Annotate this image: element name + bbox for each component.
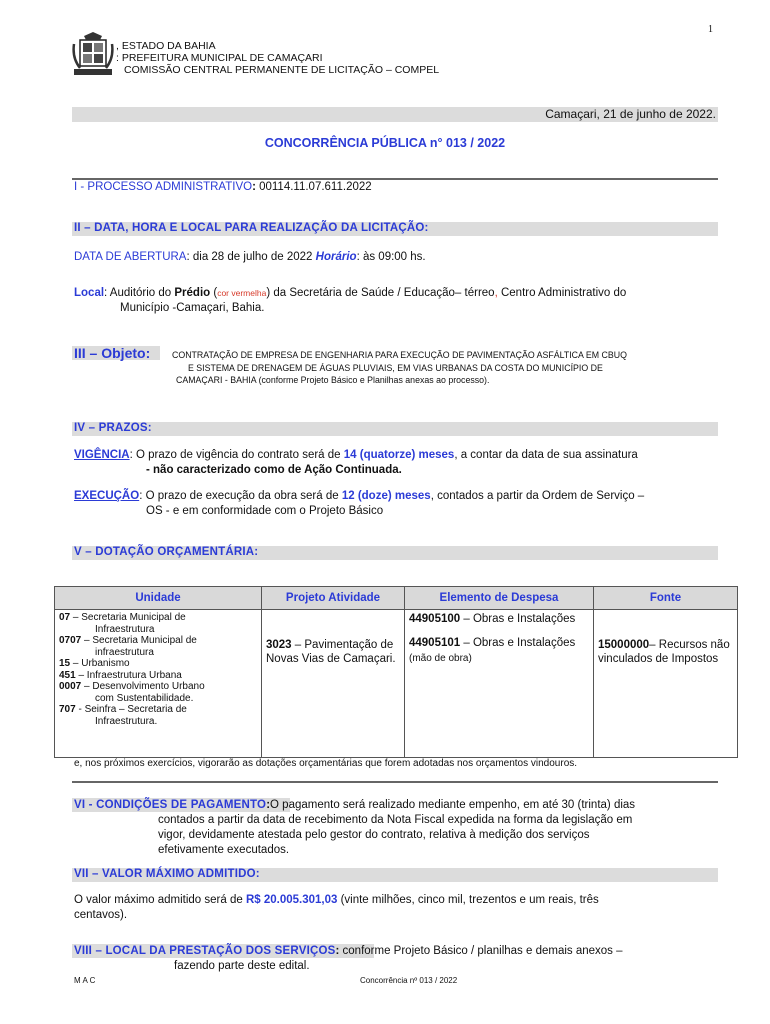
dotacao-table <box>54 586 738 758</box>
section-8-local: VIII – LOCAL DA PRESTAÇÃO DOS SERVIÇOS: conforme Projeto Básico / planilhas e demais anexos – fazendo parte deste edital. <box>74 945 623 972</box>
document-title: CONCORRÊNCIA PÚBLICA n° 013 / 2022 <box>264 136 506 150</box>
vigencia: VIGÊNCIA: O prazo de vigência do contrato será de 14 (quatorze) meses, a contar da data de sua assinatura - não caracterizado como de Ação Continuada. <box>74 449 638 476</box>
cell-projeto: 3023 – Pavimentação de Novas Vias de Camaçari. <box>262 610 405 758</box>
col-unidade: Unidade <box>55 587 262 610</box>
section-4-heading: IV – PRAZOS: <box>74 422 152 434</box>
section-rule <box>72 781 718 783</box>
execucao: EXECUÇÃO: O prazo de execução da obra será de 12 (doze) meses, contados a partir da Ordem de Serviço – OS - e em conformidade com o Projeto Básico <box>74 490 645 517</box>
col-fonte: Fonte <box>594 587 738 610</box>
date-line: Camaçari, 21 de junho de 2022. <box>545 107 716 121</box>
data-abertura: DATA DE ABERTURA: dia 28 de julho de 2022 Horário: às 09:00 hs. <box>74 251 426 263</box>
cell-unidade: 07 – Secretaria Municipal de Infraestrutura 0707 – Secretaria Municipal de infraestrutura 15 – Urbanismo 451 – Infraestrutura Urbana 0007 – Desenvolvimento Urbano com Sustentabilidade. 707 - Seinfra – Secretaria de Infraestrutura. <box>55 610 262 758</box>
cell-elemento: 44905100 – Obras e Instalações 44905101 – Obras e Instalações (mão de obra) <box>405 610 594 758</box>
col-projeto: Projeto Atividade <box>262 587 405 610</box>
header-state: , ESTADO DA BAHIA <box>116 40 216 52</box>
section-6-pagamento: VI - CONDIÇÕES DE PAGAMENTO:O pagamento será realizado mediante empenho, em até 30 (trinta) dias contados a partir da data de recebimento da Nota Fiscal expedida na forma da legislação em vigor, devidamente atestada pelo gestor do contrato, relativa à medição dos serviços efetivamente executados. <box>74 799 636 856</box>
local: Local: Auditório do Prédio (cor vermelha) da Secretária de Saúde / Educação– térreo, Centro Administrativo do Município -Camaçari, Bahia. <box>74 287 627 314</box>
section-1-processo: I - PROCESSO ADMINISTRATIVO: 00114.11.07.611.2022 <box>74 181 372 193</box>
col-elemento: Elemento de Despesa <box>405 587 594 610</box>
valor-maximo: O valor máximo admitido será de R$ 20.005.301,03 (vinte milhões, cinco mil, trezentos e um reais, três centavos). <box>74 894 599 921</box>
table-row <box>55 610 738 758</box>
header-prefeitura: : PREFEITURA MUNICIPAL DE CAMAÇARI <box>116 52 323 64</box>
coat-of-arms-logo <box>72 32 114 78</box>
table-note: e, nos próximos exercícios, vigorarão as dotações orçamentárias que forem adotadas nos orçamentos vindouros. <box>74 758 578 769</box>
cell-fonte: 15000000– Recursos não vinculados de Impostos <box>594 610 738 758</box>
page-number: 1 <box>708 24 713 35</box>
header-compel: COMISSÃO CENTRAL PERMANENTE DE LICITAÇÃO – COMPEL <box>124 64 440 76</box>
table-header-row <box>55 587 738 610</box>
section-3-heading: III – Objeto: <box>74 345 151 361</box>
section-4-bar <box>72 422 718 436</box>
section-5-heading: V – DOTAÇÃO ORÇAMENTÁRIA: <box>74 546 259 558</box>
footer-left: M A C <box>74 976 96 985</box>
section-7-heading: VII – VALOR MÁXIMO ADMITIDO: <box>74 868 260 880</box>
section-2-heading: II – DATA, HORA E LOCAL PARA REALIZAÇÃO DA LICITAÇÃO: <box>74 222 429 234</box>
objeto-text: CONTRATAÇÃO DE EMPRESA DE ENGENHARIA PARA EXECUÇÃO DE PAVIMENTAÇÃO ASFÁLTICA EM CBUQ E SISTEMA DE DRENAGEM DE ÁGUAS PLUVIAIS, EM VIAS URBANAS DA COSTA DO MUNICÍPIO DE CAMAÇARI - BAHIA (conforme Projeto Básico e Planilhas anexas ao processo). <box>172 350 627 385</box>
footer-center: Concorrência nº 013 / 2022 <box>360 976 458 985</box>
